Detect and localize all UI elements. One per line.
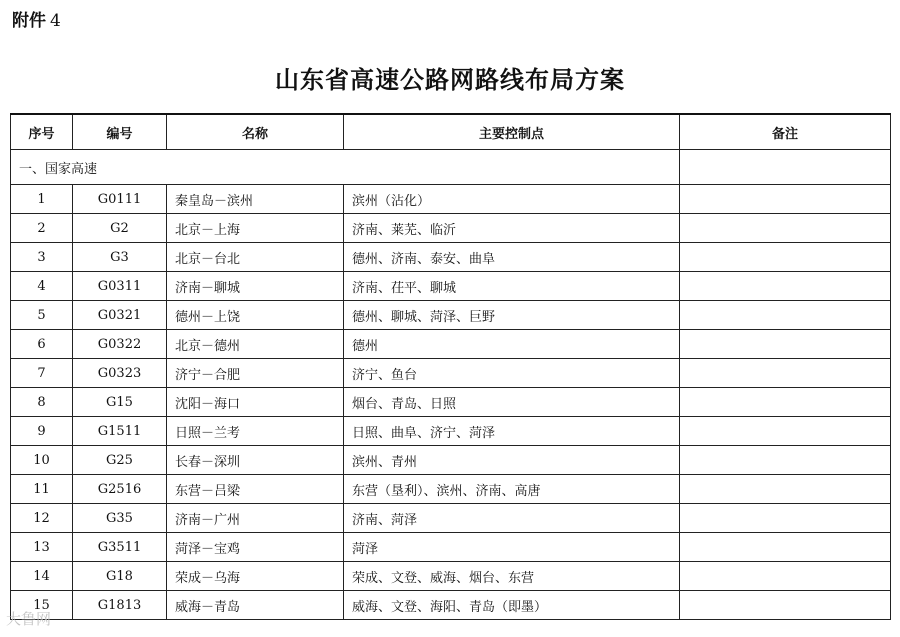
- cell-note: [680, 185, 891, 214]
- cell-no: 1: [11, 185, 73, 214]
- cell-note: [680, 504, 891, 533]
- attachment-number: 4: [50, 11, 61, 31]
- table-row: [11, 301, 891, 330]
- cell-code: G1813: [73, 591, 167, 620]
- cell-code: G0323: [73, 359, 167, 388]
- cell-name: 秦皇岛－滨州: [167, 185, 344, 214]
- cell-note: [680, 272, 891, 301]
- cell-note: [680, 359, 891, 388]
- attachment-label-text: 附件: [12, 11, 46, 31]
- cell-name: 济南－广州: [167, 504, 344, 533]
- column-header-note: 备注: [680, 114, 891, 150]
- cell-points: 德州、济南、泰安、曲阜: [344, 243, 680, 272]
- cell-code: G0311: [73, 272, 167, 301]
- cell-note: [680, 591, 891, 620]
- cell-no: 9: [11, 417, 73, 446]
- cell-name: 德州－上饶: [167, 301, 344, 330]
- cell-code: G3511: [73, 533, 167, 562]
- cell-name: 日照－兰考: [167, 417, 344, 446]
- cell-name: 济宁－合肥: [167, 359, 344, 388]
- cell-points: 东营（垦利）、滨州、济南、高唐: [344, 475, 680, 504]
- attachment-label: [12, 6, 61, 31]
- cell-no: 10: [11, 446, 73, 475]
- cell-points: 荣成、文登、威海、烟台、东营: [344, 562, 680, 591]
- cell-note: [680, 243, 891, 272]
- page-title: 山东省高速公路网路线布局方案: [275, 65, 625, 94]
- cell-code: G2516: [73, 475, 167, 504]
- cell-name: 北京－上海: [167, 214, 344, 243]
- cell-name: 东营－吕梁: [167, 475, 344, 504]
- cell-note: [680, 533, 891, 562]
- cell-code: G0322: [73, 330, 167, 359]
- cell-name: 荣成－乌海: [167, 562, 344, 591]
- cell-code: G35: [73, 504, 167, 533]
- cell-name: 长春－深圳: [167, 446, 344, 475]
- table-row: [11, 562, 891, 591]
- cell-points: 德州、聊城、菏泽、巨野: [344, 301, 680, 330]
- cell-points: 日照、曲阜、济宁、菏泽: [344, 417, 680, 446]
- cell-code: G25: [73, 446, 167, 475]
- cell-no: 11: [11, 475, 73, 504]
- table-row: [11, 533, 891, 562]
- table-row: [11, 475, 891, 504]
- cell-code: G2: [73, 214, 167, 243]
- table-row: [11, 214, 891, 243]
- table-row: [11, 591, 891, 620]
- cell-note: [680, 417, 891, 446]
- cell-points: 济南、菏泽: [344, 504, 680, 533]
- cell-code: G15: [73, 388, 167, 417]
- cell-note: [680, 214, 891, 243]
- cell-points: 烟台、青岛、日照: [344, 388, 680, 417]
- cell-name: 菏泽－宝鸡: [167, 533, 344, 562]
- cell-note: [680, 475, 891, 504]
- section-title: 一、国家高速: [11, 150, 680, 185]
- column-header-no: 序号: [11, 114, 73, 150]
- cell-no: 5: [11, 301, 73, 330]
- cell-points: 济宁、鱼台: [344, 359, 680, 388]
- cell-points: 威海、文登、海阳、青岛（即墨）: [344, 591, 680, 620]
- table-row: [11, 243, 891, 272]
- cell-code: G0111: [73, 185, 167, 214]
- table-row: [11, 388, 891, 417]
- cell-name: 威海－青岛: [167, 591, 344, 620]
- column-header-name: 名称: [167, 114, 344, 150]
- cell-no: 6: [11, 330, 73, 359]
- cell-code: G18: [73, 562, 167, 591]
- cell-no: 12: [11, 504, 73, 533]
- cell-note: [680, 562, 891, 591]
- cell-no: 15: [11, 591, 73, 620]
- table-row: [11, 330, 891, 359]
- column-header-code: 编号: [73, 114, 167, 150]
- cell-points: 菏泽: [344, 533, 680, 562]
- column-header-points: 主要控制点: [344, 114, 680, 150]
- cell-note: [680, 388, 891, 417]
- route-table: [10, 113, 891, 620]
- table-row: [11, 272, 891, 301]
- table-row: [11, 446, 891, 475]
- cell-name: 济南－聊城: [167, 272, 344, 301]
- cell-note: [680, 446, 891, 475]
- cell-no: 8: [11, 388, 73, 417]
- cell-points: 滨州、青州: [344, 446, 680, 475]
- cell-note: [680, 330, 891, 359]
- table-row: [11, 359, 891, 388]
- cell-name: 北京－台北: [167, 243, 344, 272]
- cell-no: 2: [11, 214, 73, 243]
- cell-points: 济南、茌平、聊城: [344, 272, 680, 301]
- cell-points: 济南、莱芜、临沂: [344, 214, 680, 243]
- cell-no: 13: [11, 533, 73, 562]
- table-row: [11, 417, 891, 446]
- table-row: [11, 504, 891, 533]
- cell-code: G1511: [73, 417, 167, 446]
- watermark: 大鲁网: [6, 610, 52, 628]
- cell-name: 沈阳－海口: [167, 388, 344, 417]
- section-row: [11, 150, 891, 185]
- cell-code: G3: [73, 243, 167, 272]
- cell-code: G0321: [73, 301, 167, 330]
- cell-no: 3: [11, 243, 73, 272]
- cell-no: 14: [11, 562, 73, 591]
- cell-name: 北京－德州: [167, 330, 344, 359]
- section-note-cell: [680, 150, 891, 185]
- cell-no: 7: [11, 359, 73, 388]
- table-row: [11, 185, 891, 214]
- cell-points: 滨州（沾化）: [344, 185, 680, 214]
- table-header-row: [11, 114, 891, 150]
- cell-no: 4: [11, 272, 73, 301]
- cell-points: 德州: [344, 330, 680, 359]
- cell-note: [680, 301, 891, 330]
